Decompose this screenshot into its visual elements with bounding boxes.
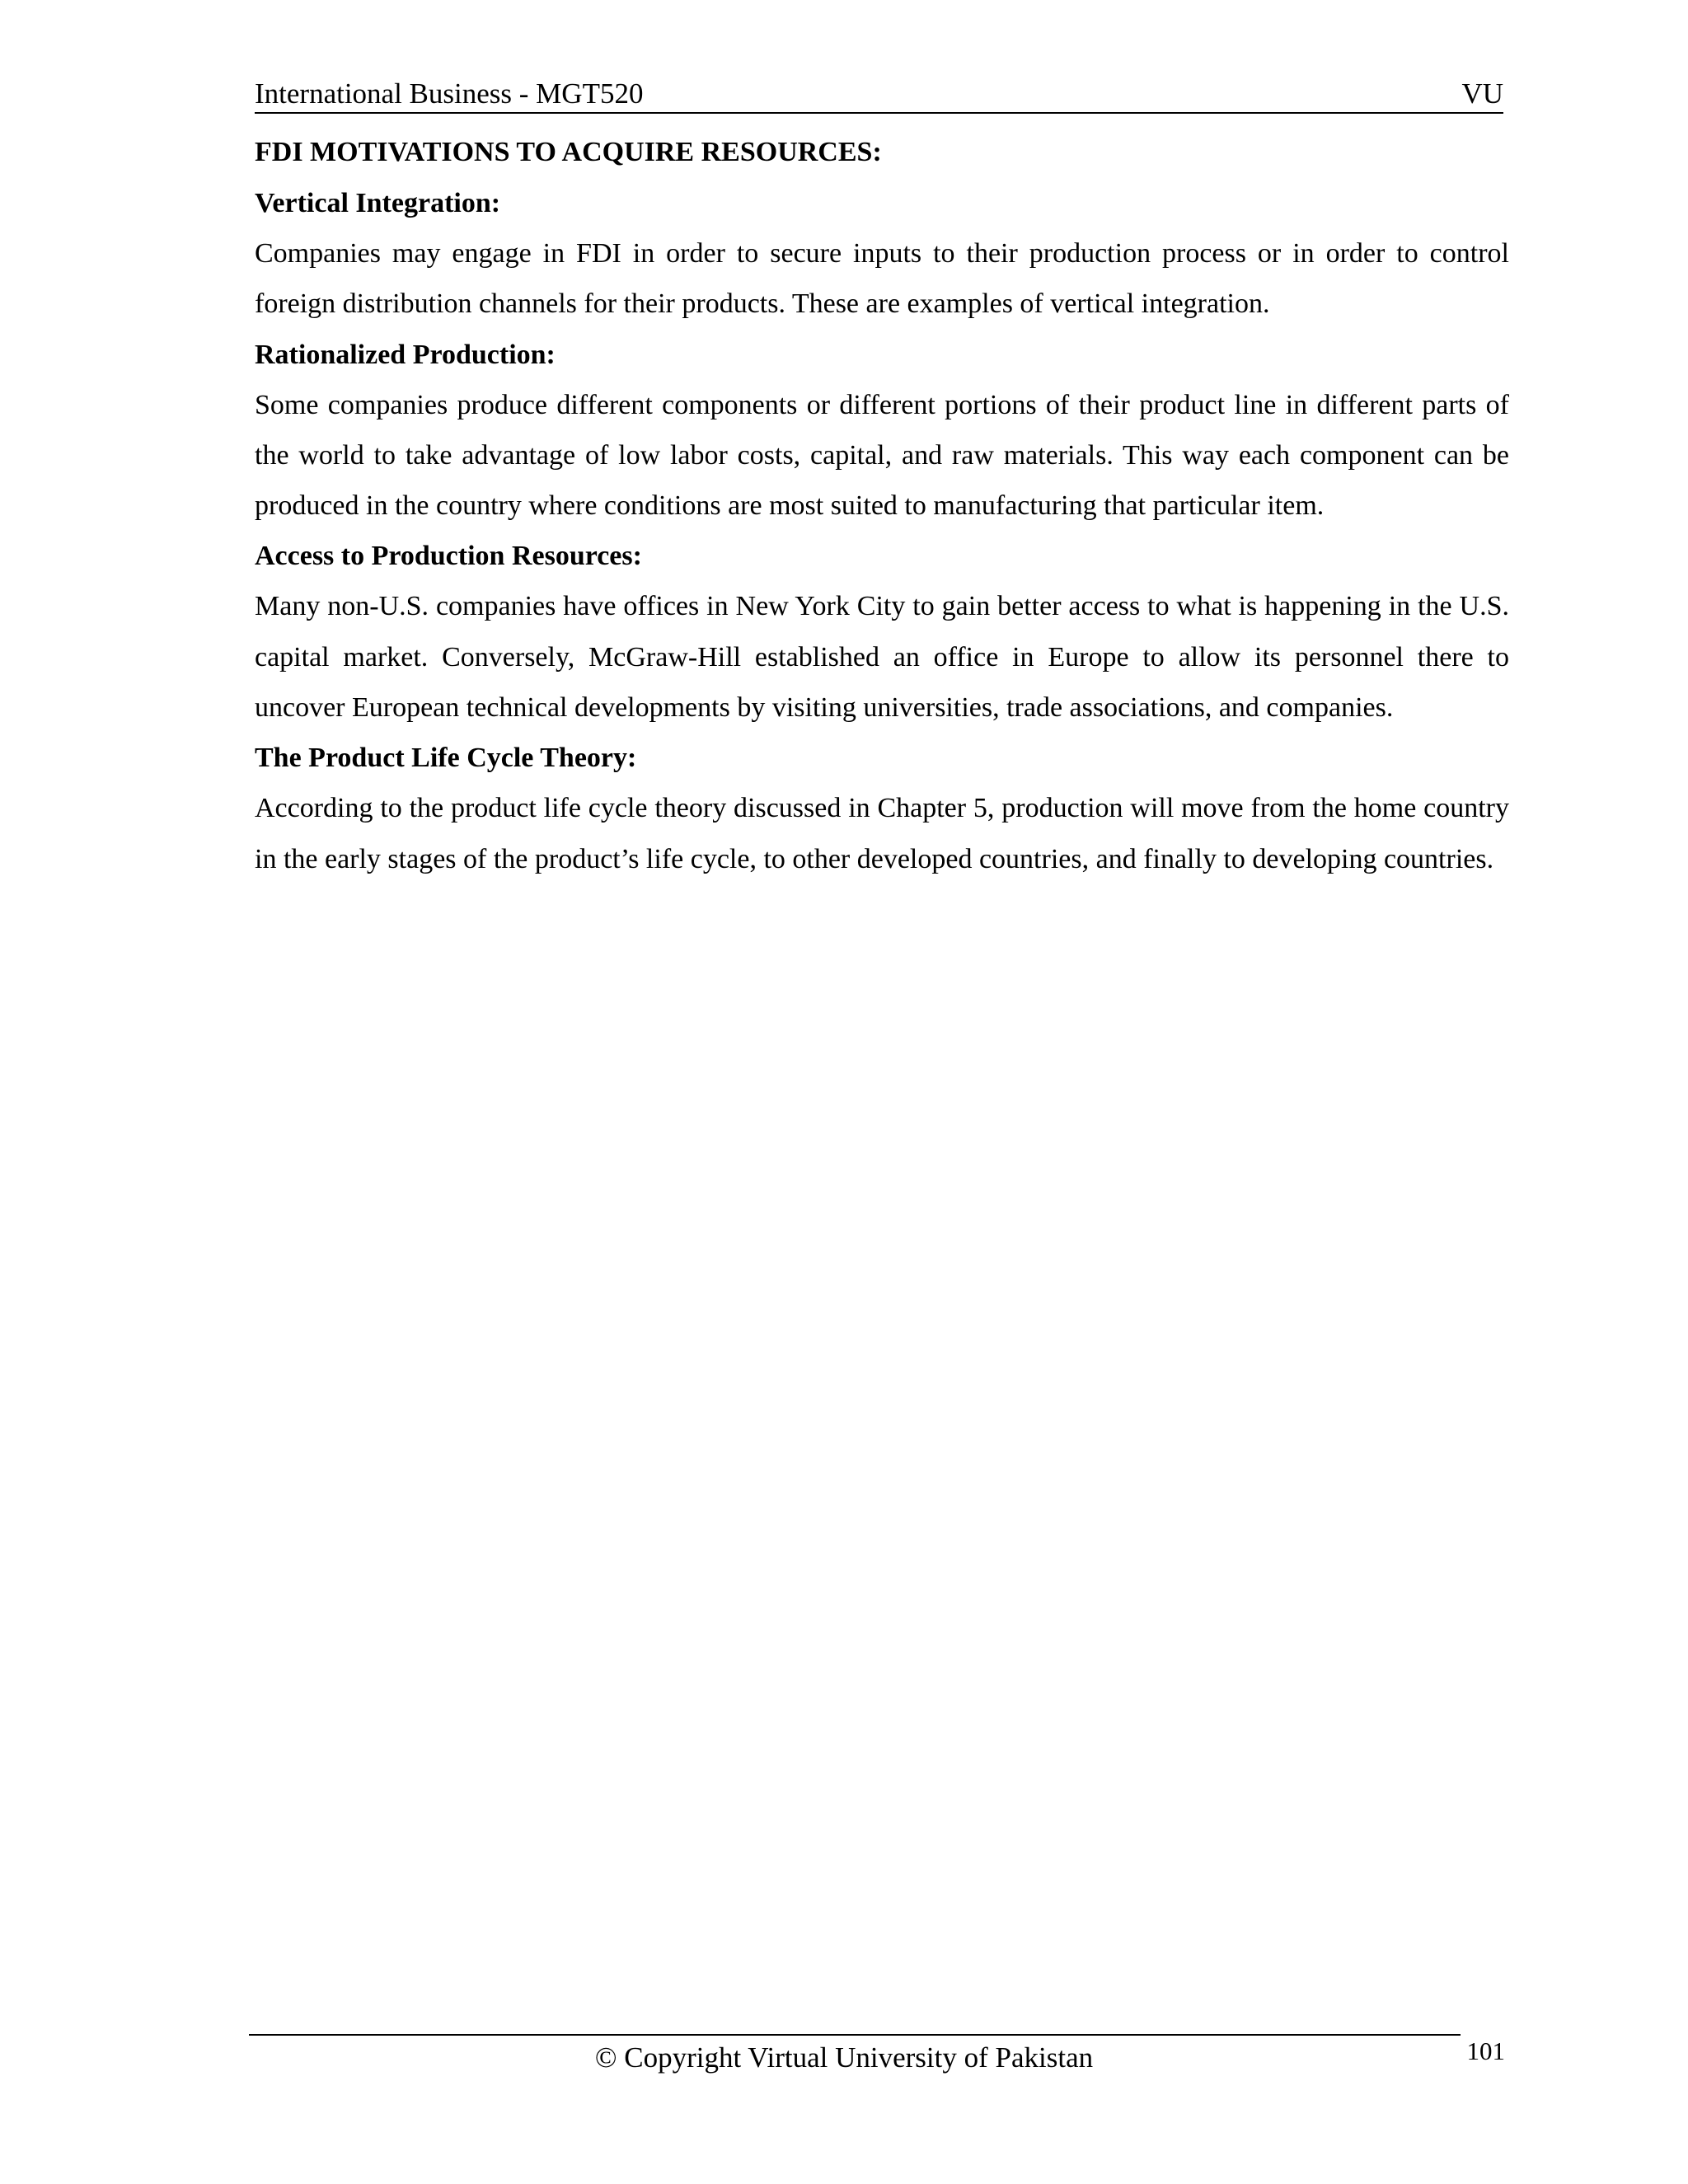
page-header (255, 76, 1503, 114)
copyright-notice: © Copyright Virtual University of Pakistan (594, 2041, 1094, 2074)
section-body-access-to-production-resources: Many non-U.S. companies have offices in New York City to gain better access to what is happening in the U.S. capital market. Conversely, McGraw-Hill established an office in Europe to allow its personnel there to uncover European technical developments by visiting universities, trade associations, and companies. (255, 591, 1509, 724)
page-number: 101 (1466, 2036, 1505, 2065)
section-body-rationalized-production: Some companies produce different components or different portions of their product line in different parts of the world to take advantage of low labor costs, capital, and raw materials. This way each component can be produced in the country where conditions are most suited to manufacturing that particular item. (255, 389, 1509, 522)
footer-divider (249, 2034, 1461, 2036)
section-heading-vertical-integration: Vertical Integration: (255, 188, 501, 218)
section-body-product-life-cycle-theory: According to the product life cycle theory discussed in Chapter 5, production will move from the home country in the early stages of the product’s life cycle, to other developed countries, and finally to developing countries. (255, 793, 1509, 874)
page-title: FDI MOTIVATIONS TO ACQUIRE RESOURCES: (255, 137, 882, 167)
institution-label: VU (1461, 77, 1503, 110)
section-body-vertical-integration: Companies may engage in FDI in order to secure inputs to their production process or in order to control foreign distribution channels for their products. These are examples of vertical integration. (255, 238, 1509, 320)
section-heading-product-life-cycle-theory: The Product Life Cycle Theory: (255, 743, 637, 774)
document-body (255, 127, 1509, 884)
course-title: International Business - MGT520 (255, 77, 644, 110)
section-heading-rationalized-production: Rationalized Production: (255, 339, 556, 370)
section-heading-access-to-production-resources: Access to Production Resources: (255, 541, 642, 572)
